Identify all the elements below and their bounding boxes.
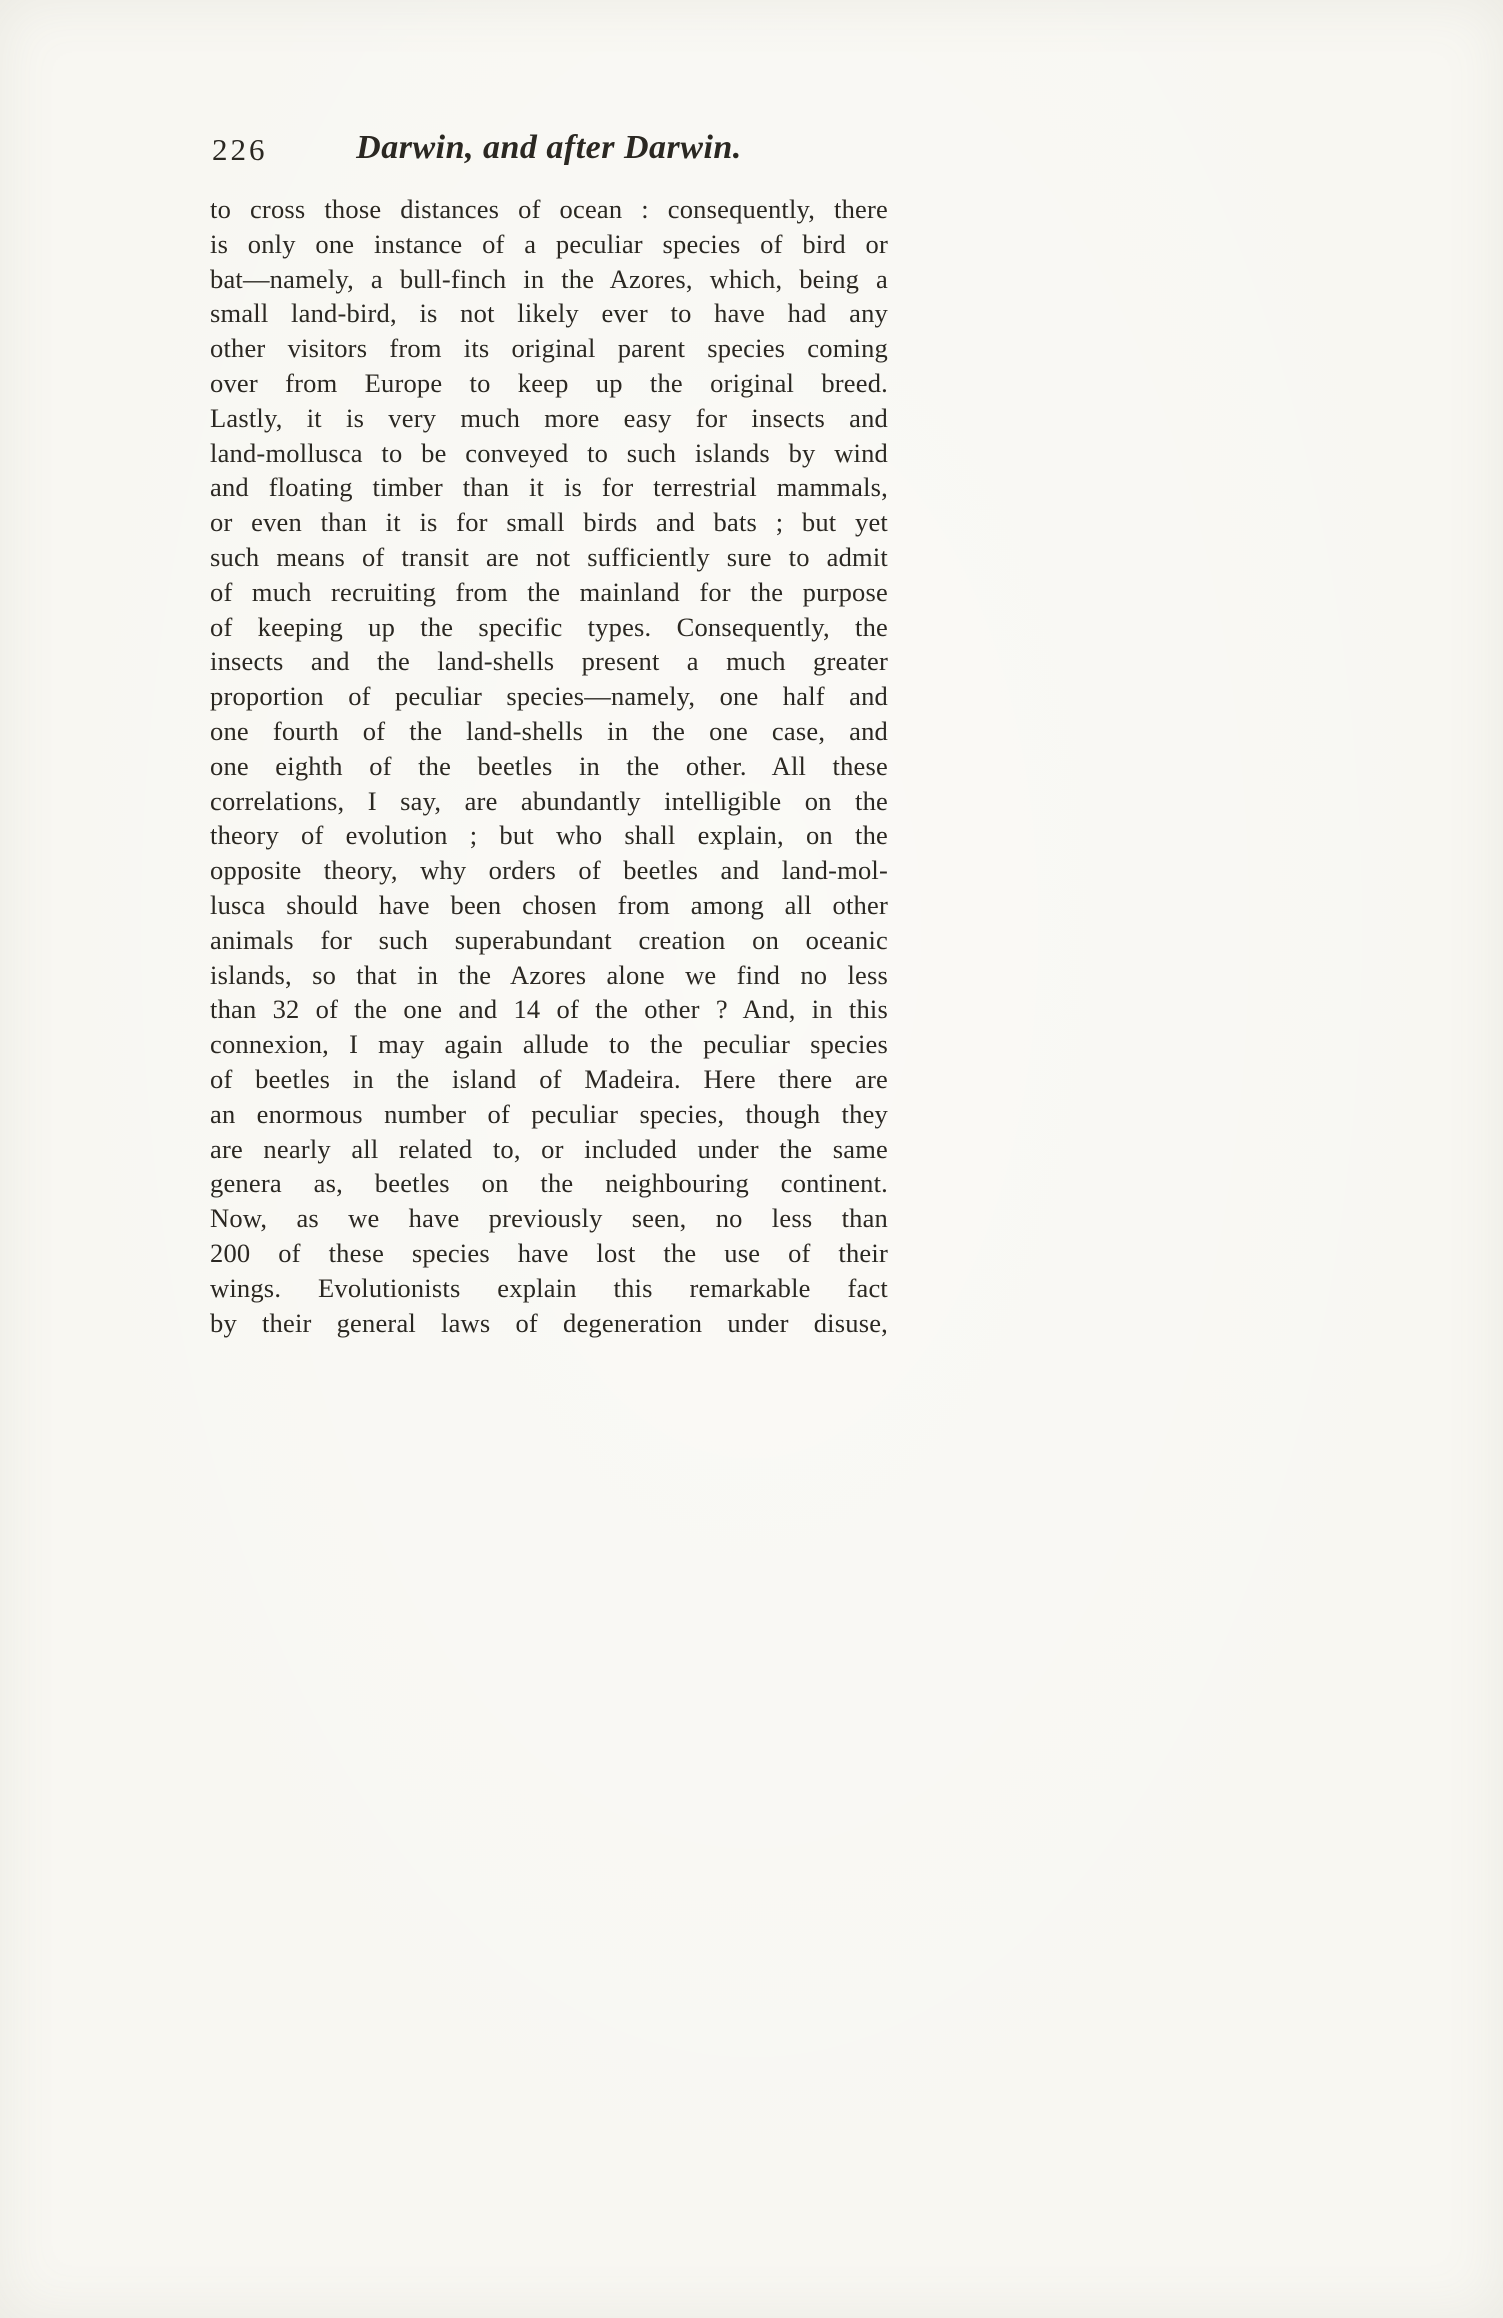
body-line: theory of evolution ; but who shall explain, on the — [210, 820, 888, 851]
body-line: insects and the land-shells present a much greater — [210, 646, 888, 677]
body-text — [210, 192, 888, 1340]
body-line: proportion of peculiar species—namely, one half and — [210, 681, 888, 712]
body-line: Now, as we have previously seen, no less than — [210, 1203, 888, 1234]
page-header — [210, 126, 888, 174]
body-line: 200 of these species have lost the use of their — [210, 1237, 888, 1268]
body-line: correlations, I say, are abundantly intelligible on the — [210, 785, 888, 816]
body-line: of keeping up the specific types. Consequently, the — [210, 611, 888, 642]
body-line: than 32 of the one and 14 of the other ? And, in this — [210, 994, 888, 1025]
body-line: of much recruiting from the mainland for the purpose — [210, 576, 888, 607]
body-line: genera as, beetles on the neighbouring continent. — [210, 1168, 888, 1199]
body-line: opposite theory, why orders of beetles and land-mol- — [210, 855, 888, 886]
body-line: or even than it is for small birds and bats ; but yet — [210, 507, 888, 538]
body-line: land-mollusca to be conveyed to such islands by wind — [210, 437, 888, 468]
body-line: bat—namely, a bull-finch in the Azores, which, being a — [210, 263, 888, 294]
text-block — [210, 126, 888, 1340]
body-line: animals for such superabundant creation on oceanic — [210, 924, 888, 955]
body-line: is only one instance of a peculiar species of bird or — [210, 228, 888, 259]
body-line: an enormous number of peculiar species, though they — [210, 1098, 888, 1129]
page-number: 226 — [212, 132, 268, 167]
body-line: connexion, I may again allude to the peculiar species — [210, 1029, 888, 1060]
body-line: one fourth of the land-shells in the one case, and — [210, 715, 888, 746]
body-line: of beetles in the island of Madeira. Here there are — [210, 1063, 888, 1094]
body-line: by their general laws of degeneration under disuse, — [210, 1307, 888, 1338]
body-line: over from Europe to keep up the original breed. — [210, 367, 888, 398]
body-line: lusca should have been chosen from among all other — [210, 889, 888, 920]
body-line: such means of transit are not sufficiently sure to admit — [210, 541, 888, 572]
body-line: islands, so that in the Azores alone we find no less — [210, 959, 888, 990]
body-line: other visitors from its original parent species coming — [210, 333, 888, 364]
body-line: small land-bird, is not likely ever to have had any — [210, 298, 888, 329]
body-line: one eighth of the beetles in the other. All these — [210, 750, 888, 781]
body-line: wings. Evolutionists explain this remarkable fact — [210, 1272, 888, 1303]
running-title: Darwin, and after Darwin. — [356, 129, 742, 166]
body-line: to cross those distances of ocean : consequently, there — [210, 194, 888, 224]
body-line: Lastly, it is very much more easy for insects and — [210, 402, 888, 433]
body-line: and floating timber than it is for terrestrial mammals, — [210, 472, 888, 503]
body-line: are nearly all related to, or included under the same — [210, 1133, 888, 1164]
